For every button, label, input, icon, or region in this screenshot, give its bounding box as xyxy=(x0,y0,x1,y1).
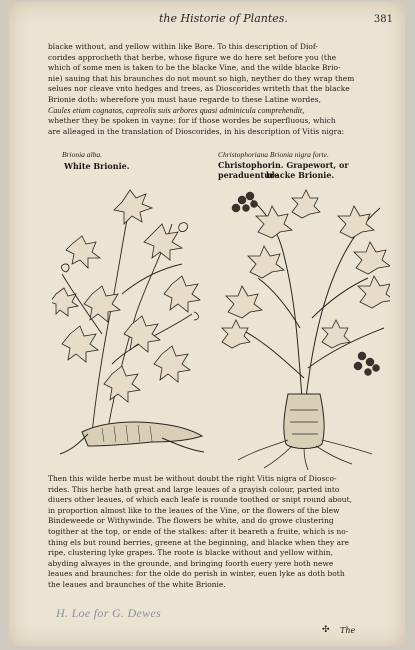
text-line: corides approcheth that herbe, whose figure we do here set before you (the xyxy=(48,52,337,62)
text-line: abyding alwayes in the grounde, and bringing foorth euery yere both newe xyxy=(48,558,334,568)
running-head: the Historie of Plantes. xyxy=(159,12,288,25)
text-line: thing els but round berries, greene at the beginning, and blacke when they are xyxy=(48,537,350,547)
text-line: nie) sauing that his braunches do not mount so high, neyther do they wrap them xyxy=(48,73,355,83)
text-line: Brionie doth: wherefore you must haue regarde to these Latine wordes, xyxy=(48,94,321,104)
text-line: which of some men is taken to be the blacke Vine, and the wilde blacke Brio- xyxy=(48,63,341,73)
text-line: Then this wilde herbe must be without doubt the right Vitis nigra of Diosco- xyxy=(48,474,337,483)
text-line: Bindeweede or Withywinde. The flowers be white, and do growe clustering xyxy=(48,516,334,526)
text-line: togither at the top, or ende of the stalkes: after it beareth a fruite, which is no- xyxy=(48,526,349,536)
white-bryony-illustration xyxy=(52,184,210,460)
text-line: rides. This herbe hath great and large leaues of a grayish colour, parted into xyxy=(48,484,340,494)
text-line: selues nor cleave vnto hedges and trees, as Dioscorides writeth that the blacke xyxy=(48,84,350,94)
woodcut-white-bryony xyxy=(52,184,210,460)
catchword: The xyxy=(340,626,356,635)
text-line: leaues and braunches: for the olde do perish in winter, euen lyke as doth both xyxy=(48,569,345,579)
text-line-latin: Caules etiam cognatos, capreolis suis arbores quasi adminicula comprehendit, xyxy=(48,105,305,115)
text-line: blacke without, and yellow within like Bore. To this description of Diof- xyxy=(48,42,318,51)
text-line: in proportion almost like to the leaues of the Vine, or the flowers of the blew xyxy=(48,505,340,515)
figure-captions xyxy=(58,150,388,180)
page-number: 381 xyxy=(373,14,393,25)
text-line: diuers other leaues, of which each leafe is rounde toothed or snipt round about, xyxy=(48,495,353,505)
text-line: ripe, clustering lyke grapes. The roote is blacke without and yellow within, xyxy=(48,548,334,558)
upper-paragraph xyxy=(48,42,386,137)
right-caption-latin: Christophoriana Brionia nigra forte. xyxy=(218,150,329,159)
right-caption-english-2: blacke Brionie. xyxy=(266,170,335,180)
right-caption-english-1: Christophorin. Grapewort, or peraduenture xyxy=(218,160,349,180)
christophorin-illustration xyxy=(212,178,390,470)
text-line: are alleaged in the translation of Dioscorides, in his description of Vitis nigra: xyxy=(48,126,345,136)
text-line: whether they be spoken in vayne: for if those wordes be superfluous, which xyxy=(48,116,336,126)
handwritten-inscription: H. Loe for G. Dewes xyxy=(56,606,162,620)
left-caption-latin: Brionia alba. xyxy=(62,150,103,159)
left-caption-english: White Brionie. xyxy=(64,161,130,171)
woodcut-christophorin xyxy=(212,178,390,470)
text-line: the leaues and braunches of the white Brionie. xyxy=(48,579,226,589)
lower-paragraph xyxy=(48,474,386,591)
fleuron-icon: ✣ xyxy=(322,625,330,635)
